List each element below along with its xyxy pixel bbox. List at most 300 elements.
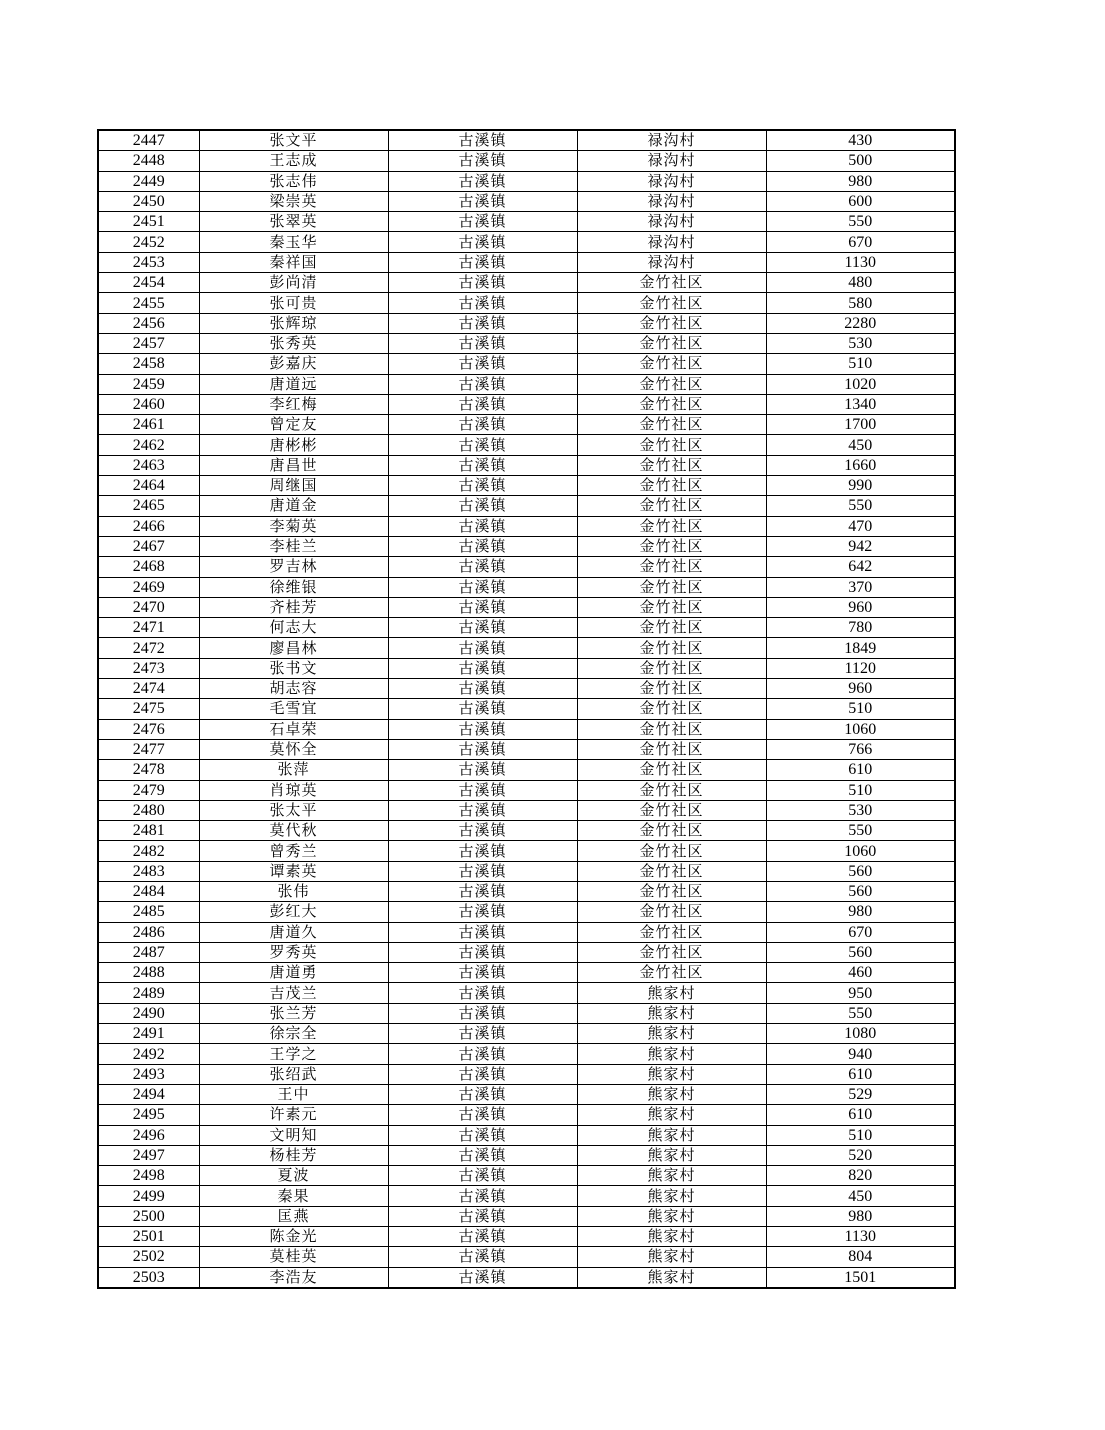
name-cell: 彭尚清 <box>199 273 388 293</box>
table-row <box>98 171 955 191</box>
table-row <box>98 597 955 617</box>
village-cell: 熊家村 <box>577 1044 766 1064</box>
table-row <box>98 1247 955 1267</box>
village-cell: 禄沟村 <box>577 252 766 272</box>
name-cell: 李红梅 <box>199 394 388 414</box>
amount-cell: 370 <box>766 577 955 597</box>
village-cell: 熊家村 <box>577 1105 766 1125</box>
name-cell: 胡志容 <box>199 679 388 699</box>
village-cell: 金竹社区 <box>577 739 766 759</box>
name-cell: 张兰芳 <box>199 1003 388 1023</box>
table-row <box>98 354 955 374</box>
town-cell: 古溪镇 <box>388 1186 577 1206</box>
amount-cell: 1080 <box>766 1024 955 1044</box>
row-number-cell: 2484 <box>98 881 199 901</box>
town-cell: 古溪镇 <box>388 293 577 313</box>
town-cell: 古溪镇 <box>388 638 577 658</box>
name-cell: 梁崇英 <box>199 191 388 211</box>
town-cell: 古溪镇 <box>388 719 577 739</box>
table-row <box>98 800 955 820</box>
village-cell: 金竹社区 <box>577 658 766 678</box>
town-cell: 古溪镇 <box>388 739 577 759</box>
table-row <box>98 191 955 211</box>
village-cell: 金竹社区 <box>577 557 766 577</box>
amount-cell: 530 <box>766 333 955 353</box>
name-cell: 何志大 <box>199 618 388 638</box>
name-cell: 唐道久 <box>199 922 388 942</box>
row-number-cell: 2503 <box>98 1267 199 1288</box>
village-cell: 金竹社区 <box>577 597 766 617</box>
village-cell: 金竹社区 <box>577 516 766 536</box>
town-cell: 古溪镇 <box>388 333 577 353</box>
row-number-cell: 2463 <box>98 455 199 475</box>
amount-cell: 1340 <box>766 394 955 414</box>
town-cell: 古溪镇 <box>388 699 577 719</box>
table-row <box>98 739 955 759</box>
village-cell: 禄沟村 <box>577 212 766 232</box>
amount-cell: 980 <box>766 902 955 922</box>
town-cell: 古溪镇 <box>388 191 577 211</box>
table-row <box>98 1227 955 1247</box>
amount-cell: 450 <box>766 1186 955 1206</box>
town-cell: 古溪镇 <box>388 1227 577 1247</box>
name-cell: 夏波 <box>199 1166 388 1186</box>
name-cell: 文明知 <box>199 1125 388 1145</box>
amount-cell: 580 <box>766 293 955 313</box>
village-cell: 熊家村 <box>577 1125 766 1145</box>
name-cell: 吉茂兰 <box>199 983 388 1003</box>
data-table <box>97 129 956 1289</box>
town-cell: 古溪镇 <box>388 1003 577 1023</box>
name-cell: 王学之 <box>199 1044 388 1064</box>
amount-cell: 1130 <box>766 1227 955 1247</box>
table-row <box>98 841 955 861</box>
row-number-cell: 2467 <box>98 536 199 556</box>
village-cell: 金竹社区 <box>577 942 766 962</box>
amount-cell: 942 <box>766 536 955 556</box>
row-number-cell: 2469 <box>98 577 199 597</box>
name-cell: 彭嘉庆 <box>199 354 388 374</box>
town-cell: 古溪镇 <box>388 557 577 577</box>
name-cell: 莫怀全 <box>199 739 388 759</box>
village-cell: 熊家村 <box>577 1064 766 1084</box>
row-number-cell: 2461 <box>98 415 199 435</box>
row-number-cell: 2482 <box>98 841 199 861</box>
table-row <box>98 394 955 414</box>
town-cell: 古溪镇 <box>388 1166 577 1186</box>
amount-cell: 990 <box>766 476 955 496</box>
amount-cell: 510 <box>766 699 955 719</box>
row-number-cell: 2500 <box>98 1206 199 1226</box>
row-number-cell: 2474 <box>98 679 199 699</box>
town-cell: 古溪镇 <box>388 1267 577 1288</box>
town-cell: 古溪镇 <box>388 496 577 516</box>
row-number-cell: 2496 <box>98 1125 199 1145</box>
amount-cell: 510 <box>766 1125 955 1145</box>
row-number-cell: 2485 <box>98 902 199 922</box>
table-row <box>98 415 955 435</box>
village-cell: 金竹社区 <box>577 638 766 658</box>
amount-cell: 642 <box>766 557 955 577</box>
town-cell: 古溪镇 <box>388 273 577 293</box>
row-number-cell: 2475 <box>98 699 199 719</box>
town-cell: 古溪镇 <box>388 171 577 191</box>
row-number-cell: 2466 <box>98 516 199 536</box>
table-row <box>98 881 955 901</box>
row-number-cell: 2490 <box>98 1003 199 1023</box>
amount-cell: 1130 <box>766 252 955 272</box>
town-cell: 古溪镇 <box>388 354 577 374</box>
name-cell: 罗吉林 <box>199 557 388 577</box>
amount-cell: 460 <box>766 963 955 983</box>
table-row <box>98 1044 955 1064</box>
village-cell: 金竹社区 <box>577 841 766 861</box>
table-row <box>98 618 955 638</box>
amount-cell: 670 <box>766 922 955 942</box>
village-cell: 熊家村 <box>577 983 766 1003</box>
row-number-cell: 2479 <box>98 780 199 800</box>
table-row <box>98 516 955 536</box>
name-cell: 张翠英 <box>199 212 388 232</box>
table-row <box>98 1206 955 1226</box>
name-cell: 匡燕 <box>199 1206 388 1226</box>
name-cell: 李菊英 <box>199 516 388 536</box>
amount-cell: 1501 <box>766 1267 955 1288</box>
row-number-cell: 2455 <box>98 293 199 313</box>
amount-cell: 1849 <box>766 638 955 658</box>
town-cell: 古溪镇 <box>388 232 577 252</box>
amount-cell: 766 <box>766 739 955 759</box>
amount-cell: 480 <box>766 273 955 293</box>
table-row <box>98 151 955 171</box>
town-cell: 古溪镇 <box>388 476 577 496</box>
table-row <box>98 252 955 272</box>
amount-cell: 780 <box>766 618 955 638</box>
row-number-cell: 2447 <box>98 130 199 151</box>
amount-cell: 960 <box>766 679 955 699</box>
name-cell: 王中 <box>199 1084 388 1104</box>
name-cell: 莫桂英 <box>199 1247 388 1267</box>
table-body <box>98 130 955 1288</box>
town-cell: 古溪镇 <box>388 922 577 942</box>
amount-cell: 510 <box>766 354 955 374</box>
amount-cell: 980 <box>766 1206 955 1226</box>
amount-cell: 550 <box>766 212 955 232</box>
village-cell: 金竹社区 <box>577 861 766 881</box>
village-cell: 金竹社区 <box>577 476 766 496</box>
town-cell: 古溪镇 <box>388 1064 577 1084</box>
village-cell: 禄沟村 <box>577 171 766 191</box>
table-row <box>98 922 955 942</box>
row-number-cell: 2481 <box>98 821 199 841</box>
name-cell: 秦祥国 <box>199 252 388 272</box>
name-cell: 李浩友 <box>199 1267 388 1288</box>
table-row <box>98 232 955 252</box>
village-cell: 熊家村 <box>577 1227 766 1247</box>
table-row <box>98 1105 955 1125</box>
amount-cell: 450 <box>766 435 955 455</box>
town-cell: 古溪镇 <box>388 252 577 272</box>
table-row <box>98 1186 955 1206</box>
row-number-cell: 2486 <box>98 922 199 942</box>
town-cell: 古溪镇 <box>388 1247 577 1267</box>
name-cell: 唐道勇 <box>199 963 388 983</box>
table-row <box>98 333 955 353</box>
town-cell: 古溪镇 <box>388 212 577 232</box>
row-number-cell: 2476 <box>98 719 199 739</box>
village-cell: 禄沟村 <box>577 191 766 211</box>
town-cell: 古溪镇 <box>388 151 577 171</box>
table-row <box>98 557 955 577</box>
village-cell: 金竹社区 <box>577 333 766 353</box>
table-row <box>98 658 955 678</box>
row-number-cell: 2487 <box>98 942 199 962</box>
table-row <box>98 577 955 597</box>
amount-cell: 470 <box>766 516 955 536</box>
village-cell: 金竹社区 <box>577 821 766 841</box>
name-cell: 徐维银 <box>199 577 388 597</box>
amount-cell: 2280 <box>766 313 955 333</box>
amount-cell: 1120 <box>766 658 955 678</box>
town-cell: 古溪镇 <box>388 597 577 617</box>
name-cell: 秦玉华 <box>199 232 388 252</box>
row-number-cell: 2462 <box>98 435 199 455</box>
table-row <box>98 536 955 556</box>
table-row <box>98 983 955 1003</box>
town-cell: 古溪镇 <box>388 1044 577 1064</box>
table-row <box>98 638 955 658</box>
name-cell: 徐宗全 <box>199 1024 388 1044</box>
row-number-cell: 2472 <box>98 638 199 658</box>
town-cell: 古溪镇 <box>388 1206 577 1226</box>
town-cell: 古溪镇 <box>388 536 577 556</box>
amount-cell: 960 <box>766 597 955 617</box>
row-number-cell: 2465 <box>98 496 199 516</box>
village-cell: 熊家村 <box>577 1145 766 1165</box>
name-cell: 唐道金 <box>199 496 388 516</box>
table-row <box>98 679 955 699</box>
row-number-cell: 2470 <box>98 597 199 617</box>
table-row <box>98 1064 955 1084</box>
amount-cell: 600 <box>766 191 955 211</box>
table-row <box>98 861 955 881</box>
table-row <box>98 963 955 983</box>
village-cell: 金竹社区 <box>577 273 766 293</box>
row-number-cell: 2449 <box>98 171 199 191</box>
amount-cell: 1700 <box>766 415 955 435</box>
town-cell: 古溪镇 <box>388 415 577 435</box>
table-row <box>98 1166 955 1186</box>
row-number-cell: 2492 <box>98 1044 199 1064</box>
table-row <box>98 212 955 232</box>
town-cell: 古溪镇 <box>388 435 577 455</box>
table-row <box>98 902 955 922</box>
village-cell: 熊家村 <box>577 1003 766 1023</box>
row-number-cell: 2456 <box>98 313 199 333</box>
table-row <box>98 719 955 739</box>
row-number-cell: 2448 <box>98 151 199 171</box>
town-cell: 古溪镇 <box>388 963 577 983</box>
town-cell: 古溪镇 <box>388 394 577 414</box>
name-cell: 王志成 <box>199 151 388 171</box>
village-cell: 金竹社区 <box>577 760 766 780</box>
name-cell: 李桂兰 <box>199 536 388 556</box>
row-number-cell: 2499 <box>98 1186 199 1206</box>
name-cell: 毛雪宜 <box>199 699 388 719</box>
name-cell: 罗秀英 <box>199 942 388 962</box>
amount-cell: 804 <box>766 1247 955 1267</box>
village-cell: 金竹社区 <box>577 293 766 313</box>
amount-cell: 500 <box>766 151 955 171</box>
name-cell: 齐桂芳 <box>199 597 388 617</box>
name-cell: 张文平 <box>199 130 388 151</box>
village-cell: 金竹社区 <box>577 354 766 374</box>
table-row <box>98 1003 955 1023</box>
name-cell: 唐昌世 <box>199 455 388 475</box>
table-row <box>98 374 955 394</box>
amount-cell: 550 <box>766 496 955 516</box>
table-row <box>98 313 955 333</box>
town-cell: 古溪镇 <box>388 1105 577 1125</box>
village-cell: 金竹社区 <box>577 496 766 516</box>
row-number-cell: 2497 <box>98 1145 199 1165</box>
amount-cell: 820 <box>766 1166 955 1186</box>
name-cell: 张书文 <box>199 658 388 678</box>
name-cell: 张伟 <box>199 881 388 901</box>
amount-cell: 560 <box>766 881 955 901</box>
town-cell: 古溪镇 <box>388 577 577 597</box>
row-number-cell: 2450 <box>98 191 199 211</box>
village-cell: 熊家村 <box>577 1186 766 1206</box>
village-cell: 金竹社区 <box>577 922 766 942</box>
table-row <box>98 476 955 496</box>
amount-cell: 610 <box>766 760 955 780</box>
amount-cell: 1020 <box>766 374 955 394</box>
table-row <box>98 496 955 516</box>
village-cell: 金竹社区 <box>577 435 766 455</box>
row-number-cell: 2489 <box>98 983 199 1003</box>
village-cell: 熊家村 <box>577 1166 766 1186</box>
table-row <box>98 760 955 780</box>
table-row <box>98 435 955 455</box>
name-cell: 周继国 <box>199 476 388 496</box>
town-cell: 古溪镇 <box>388 1024 577 1044</box>
row-number-cell: 2459 <box>98 374 199 394</box>
amount-cell: 1060 <box>766 719 955 739</box>
row-number-cell: 2473 <box>98 658 199 678</box>
village-cell: 金竹社区 <box>577 536 766 556</box>
row-number-cell: 2493 <box>98 1064 199 1084</box>
row-number-cell: 2488 <box>98 963 199 983</box>
town-cell: 古溪镇 <box>388 618 577 638</box>
amount-cell: 530 <box>766 800 955 820</box>
village-cell: 禄沟村 <box>577 130 766 151</box>
village-cell: 金竹社区 <box>577 780 766 800</box>
town-cell: 古溪镇 <box>388 780 577 800</box>
row-number-cell: 2458 <box>98 354 199 374</box>
name-cell: 曾定友 <box>199 415 388 435</box>
town-cell: 古溪镇 <box>388 821 577 841</box>
table-row <box>98 821 955 841</box>
town-cell: 古溪镇 <box>388 760 577 780</box>
amount-cell: 1660 <box>766 455 955 475</box>
village-cell: 金竹社区 <box>577 679 766 699</box>
table-row <box>98 942 955 962</box>
village-cell: 金竹社区 <box>577 719 766 739</box>
row-number-cell: 2483 <box>98 861 199 881</box>
row-number-cell: 2494 <box>98 1084 199 1104</box>
name-cell: 张太平 <box>199 800 388 820</box>
village-cell: 金竹社区 <box>577 902 766 922</box>
village-cell: 金竹社区 <box>577 881 766 901</box>
village-cell: 禄沟村 <box>577 232 766 252</box>
table-row <box>98 1267 955 1288</box>
town-cell: 古溪镇 <box>388 902 577 922</box>
amount-cell: 950 <box>766 983 955 1003</box>
name-cell: 许素元 <box>199 1105 388 1125</box>
name-cell: 莫代秋 <box>199 821 388 841</box>
amount-cell: 550 <box>766 1003 955 1023</box>
town-cell: 古溪镇 <box>388 800 577 820</box>
town-cell: 古溪镇 <box>388 861 577 881</box>
row-number-cell: 2464 <box>98 476 199 496</box>
name-cell: 杨桂芳 <box>199 1145 388 1165</box>
town-cell: 古溪镇 <box>388 841 577 861</box>
row-number-cell: 2501 <box>98 1227 199 1247</box>
town-cell: 古溪镇 <box>388 455 577 475</box>
amount-cell: 550 <box>766 821 955 841</box>
town-cell: 古溪镇 <box>388 942 577 962</box>
amount-cell: 610 <box>766 1064 955 1084</box>
table-row <box>98 1084 955 1104</box>
town-cell: 古溪镇 <box>388 1125 577 1145</box>
name-cell: 谭素英 <box>199 861 388 881</box>
village-cell: 金竹社区 <box>577 618 766 638</box>
row-number-cell: 2451 <box>98 212 199 232</box>
row-number-cell: 2453 <box>98 252 199 272</box>
village-cell: 金竹社区 <box>577 963 766 983</box>
row-number-cell: 2491 <box>98 1024 199 1044</box>
village-cell: 金竹社区 <box>577 313 766 333</box>
row-number-cell: 2452 <box>98 232 199 252</box>
name-cell: 唐彬彬 <box>199 435 388 455</box>
amount-cell: 510 <box>766 780 955 800</box>
table-row <box>98 1125 955 1145</box>
village-cell: 熊家村 <box>577 1084 766 1104</box>
row-number-cell: 2457 <box>98 333 199 353</box>
village-cell: 金竹社区 <box>577 577 766 597</box>
table-row <box>98 780 955 800</box>
row-number-cell: 2502 <box>98 1247 199 1267</box>
name-cell: 张秀英 <box>199 333 388 353</box>
amount-cell: 980 <box>766 171 955 191</box>
table-row <box>98 273 955 293</box>
village-cell: 金竹社区 <box>577 415 766 435</box>
row-number-cell: 2454 <box>98 273 199 293</box>
village-cell: 熊家村 <box>577 1247 766 1267</box>
amount-cell: 430 <box>766 130 955 151</box>
row-number-cell: 2478 <box>98 760 199 780</box>
row-number-cell: 2477 <box>98 739 199 759</box>
village-cell: 金竹社区 <box>577 374 766 394</box>
name-cell: 彭红大 <box>199 902 388 922</box>
town-cell: 古溪镇 <box>388 374 577 394</box>
name-cell: 石卓荣 <box>199 719 388 739</box>
name-cell: 张辉琼 <box>199 313 388 333</box>
town-cell: 古溪镇 <box>388 881 577 901</box>
village-cell: 熊家村 <box>577 1206 766 1226</box>
amount-cell: 610 <box>766 1105 955 1125</box>
